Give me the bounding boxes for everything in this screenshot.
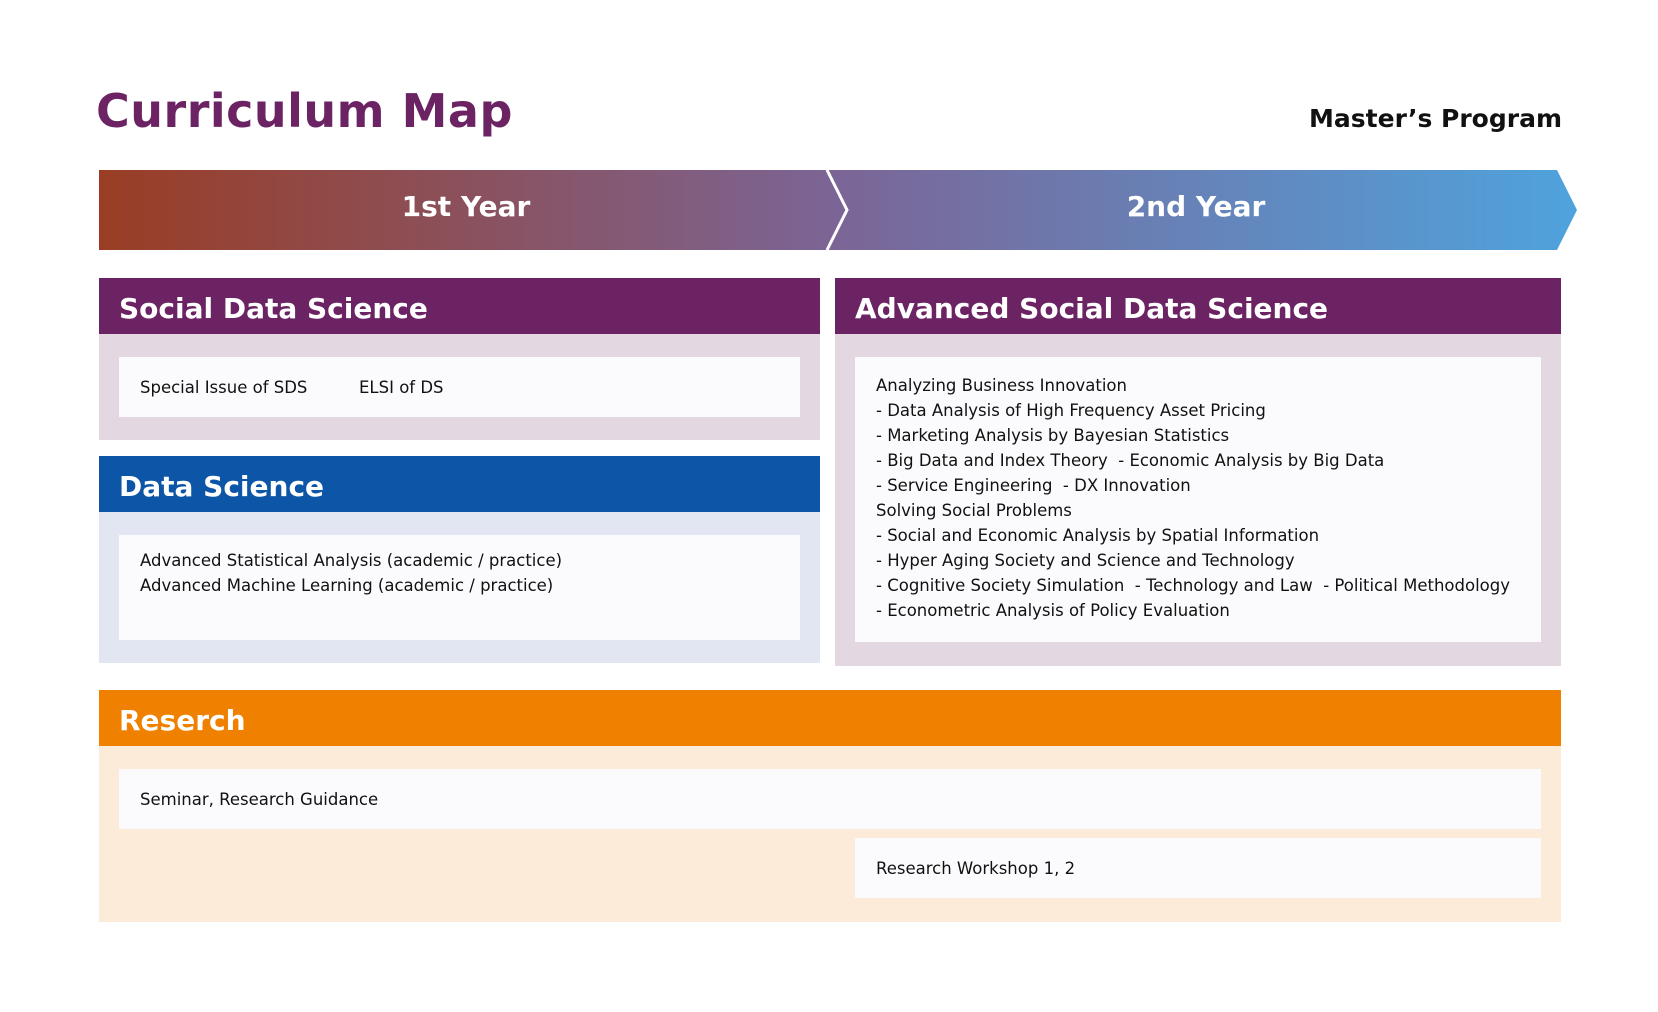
year-timeline xyxy=(99,170,1577,250)
course-line: Advanced Statistical Analysis (academic / practice) xyxy=(140,551,563,570)
panel-research xyxy=(99,690,1561,922)
course-box xyxy=(855,357,1541,642)
course-line: - Data Analysis of High Frequency Asset Pricing xyxy=(876,401,1266,420)
course-line: - Econometric Analysis of Policy Evaluation xyxy=(876,601,1230,620)
course-line: - Hyper Aging Society and Science and Technology xyxy=(876,551,1295,570)
course-box xyxy=(119,535,800,640)
year-label-first: 1st Year xyxy=(401,190,531,223)
course-item: ELSI of DS xyxy=(359,378,444,397)
panel-social-data-science xyxy=(99,278,820,440)
course-line: - Service Engineering - DX Innovation xyxy=(876,476,1191,495)
course-box xyxy=(855,838,1541,898)
course-line: Research Workshop 1, 2 xyxy=(876,859,1076,878)
course-box xyxy=(119,769,1541,829)
course-box xyxy=(119,357,800,417)
course-line: - Cognitive Society Simulation - Technology and Law - Political Methodology xyxy=(876,576,1511,595)
course-line: - Marketing Analysis by Bayesian Statistics xyxy=(876,426,1230,445)
course-item: Special Issue of SDS xyxy=(140,378,308,397)
program-label: Master’s Program xyxy=(1309,104,1562,133)
panel-title: Reserch xyxy=(99,690,1561,746)
course-line: Advanced Machine Learning (academic / practice) xyxy=(140,576,554,595)
panel-advanced-social-data-science xyxy=(835,278,1561,666)
panel-title: Data Science xyxy=(99,456,820,512)
year-label-second: 2nd Year xyxy=(1126,190,1266,223)
panel-data-science xyxy=(99,456,820,663)
course-line: - Social and Economic Analysis by Spatial Information xyxy=(876,526,1320,545)
panel-title: Advanced Social Data Science xyxy=(835,278,1561,334)
course-line: Seminar, Research Guidance xyxy=(140,790,379,809)
course-line: - Big Data and Index Theory - Economic Analysis by Big Data xyxy=(876,451,1385,470)
panel-title: Social Data Science xyxy=(99,278,820,334)
course-line: Analyzing Business Innovation xyxy=(876,376,1127,395)
course-line: Solving Social Problems xyxy=(876,501,1072,520)
page-title: Curriculum Map xyxy=(96,84,513,138)
